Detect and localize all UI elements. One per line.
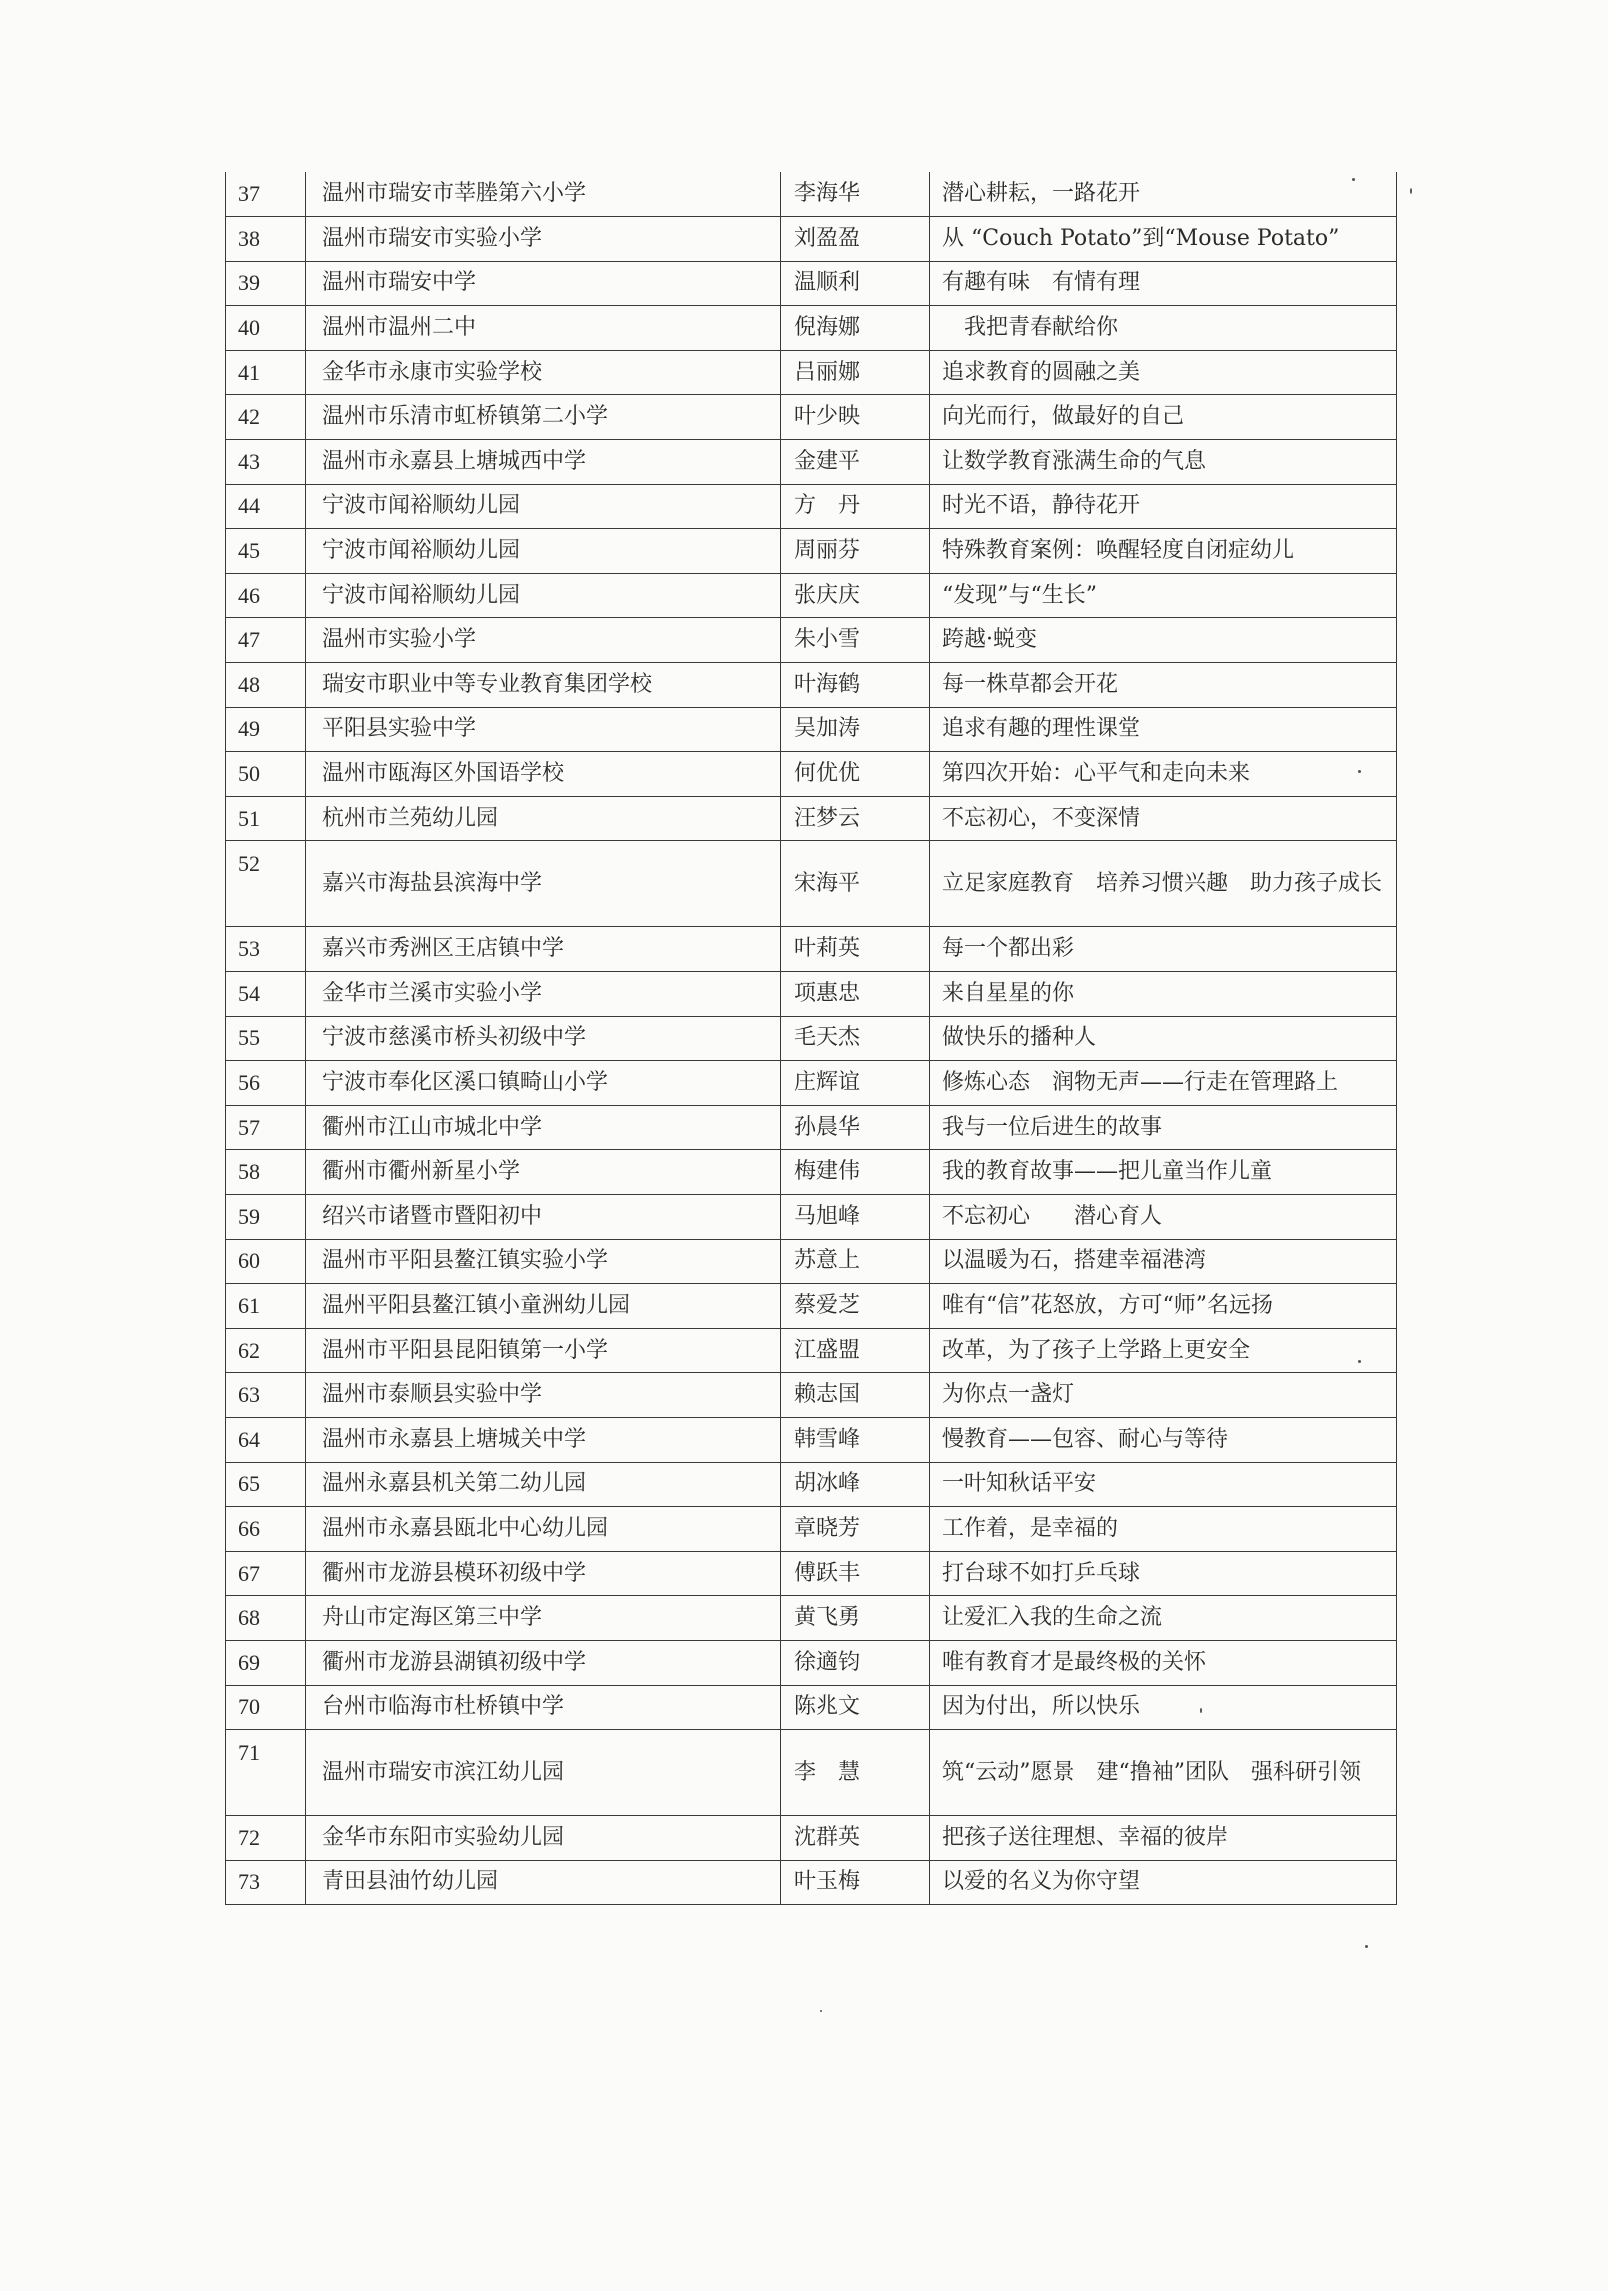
scan-speck: [1358, 770, 1361, 773]
school-name: 温州市瑞安市实验小学: [306, 217, 781, 262]
school-name: 宁波市闻裕顺幼儿园: [306, 484, 781, 529]
school-name: 青田县油竹幼儿园: [306, 1860, 781, 1905]
teacher-name: 吴加涛: [781, 707, 930, 752]
school-name: 温州市瓯海区外国语学校: [306, 752, 781, 797]
teacher-name: 马旭峰: [781, 1194, 930, 1239]
school-name: 温州市实验小学: [306, 618, 781, 663]
row-number: 57: [226, 1105, 306, 1150]
story-title: 不忘初心 潜心育人: [930, 1194, 1397, 1239]
teacher-name: 黄飞勇: [781, 1596, 930, 1641]
story-title: 特殊教育案例：唤醒轻度自闭症幼儿: [930, 529, 1397, 574]
table-row: [226, 663, 1397, 708]
table-row: [226, 350, 1397, 395]
school-name: 舟山市定海区第三中学: [306, 1596, 781, 1641]
school-name: 温州市瑞安市莘塍第六小学: [306, 172, 781, 217]
teacher-name: 叶玉梅: [781, 1860, 930, 1905]
story-title: 每一个都出彩: [930, 927, 1397, 972]
teacher-name: 毛天杰: [781, 1016, 930, 1061]
row-number: 48: [226, 663, 306, 708]
row-number: 52: [226, 841, 306, 927]
story-title: 为你点一盏灯: [930, 1373, 1397, 1418]
row-number: 50: [226, 752, 306, 797]
teacher-name: 李 慧: [781, 1730, 930, 1816]
school-name: 温州市瑞安中学: [306, 261, 781, 306]
row-number: 67: [226, 1551, 306, 1596]
row-number: 49: [226, 707, 306, 752]
row-number: 61: [226, 1284, 306, 1329]
row-number: 63: [226, 1373, 306, 1418]
teacher-name: 徐適钧: [781, 1640, 930, 1685]
story-title: 唯有教育才是最终极的关怀: [930, 1640, 1397, 1685]
school-name: 杭州市兰苑幼儿园: [306, 796, 781, 841]
school-name: 温州市永嘉县上塘城关中学: [306, 1417, 781, 1462]
story-title: 不忘初心，不变深情: [930, 796, 1397, 841]
school-name: 温州市泰顺县实验中学: [306, 1373, 781, 1418]
story-title: 我的教育故事——把儿童当作儿童: [930, 1150, 1397, 1195]
scan-speck: [1410, 188, 1412, 194]
table-row: [226, 972, 1397, 1017]
teacher-name: 傅跃丰: [781, 1551, 930, 1596]
row-number: 39: [226, 261, 306, 306]
school-name: 金华市东阳市实验幼儿园: [306, 1816, 781, 1861]
teacher-name: 宋海平: [781, 841, 930, 927]
teacher-name: 江盛盟: [781, 1328, 930, 1373]
teacher-name: 朱小雪: [781, 618, 930, 663]
school-name: 温州市温州二中: [306, 306, 781, 351]
school-name: 平阳县实验中学: [306, 707, 781, 752]
table-row: [226, 1373, 1397, 1418]
teacher-name: 韩雪峰: [781, 1417, 930, 1462]
scan-speck: [820, 2010, 822, 2012]
teacher-name: 金建平: [781, 440, 930, 485]
school-name: 衢州市江山市城北中学: [306, 1105, 781, 1150]
row-number: 69: [226, 1640, 306, 1685]
teacher-name: 孙晨华: [781, 1105, 930, 1150]
row-number: 71: [226, 1730, 306, 1816]
table-row: [226, 1328, 1397, 1373]
story-title: 来自星星的你: [930, 972, 1397, 1017]
school-name: 金华市兰溪市实验小学: [306, 972, 781, 1017]
story-title: 打台球不如打乒乓球: [930, 1551, 1397, 1596]
story-title: 跨越·蜕变: [930, 618, 1397, 663]
row-number: 40: [226, 306, 306, 351]
table-row: [226, 1816, 1397, 1861]
school-name: 宁波市闻裕顺幼儿园: [306, 529, 781, 574]
teacher-name: 胡冰峰: [781, 1462, 930, 1507]
table-row: [226, 529, 1397, 574]
teacher-name: 陈兆文: [781, 1685, 930, 1730]
row-number: 58: [226, 1150, 306, 1195]
table-row: [226, 1150, 1397, 1195]
school-name: 温州市平阳县昆阳镇第一小学: [306, 1328, 781, 1373]
table-row: [226, 707, 1397, 752]
school-name: 金华市永康市实验学校: [306, 350, 781, 395]
row-number: 53: [226, 927, 306, 972]
scan-speck: [1365, 1945, 1368, 1948]
table-row: [226, 440, 1397, 485]
story-title: 让爱汇入我的生命之流: [930, 1596, 1397, 1641]
row-number: 55: [226, 1016, 306, 1061]
teacher-name: 汪梦云: [781, 796, 930, 841]
table-row: [226, 573, 1397, 618]
story-title: 一叶知秋话平安: [930, 1462, 1397, 1507]
story-title: 因为付出，所以快乐: [930, 1685, 1397, 1730]
table-row: [226, 1061, 1397, 1106]
story-title: 有趣有味 有情有理: [930, 261, 1397, 306]
story-title: 我把青春献给你: [930, 306, 1397, 351]
story-title: 工作着，是幸福的: [930, 1507, 1397, 1552]
table-row: [226, 1194, 1397, 1239]
teacher-name: 叶海鹤: [781, 663, 930, 708]
story-title: “发现”与“生长”: [930, 573, 1397, 618]
teacher-name: 赖志国: [781, 1373, 930, 1418]
table-row: [226, 172, 1397, 217]
story-title: 唯有“信”花怒放，方可“师”名远扬: [930, 1284, 1397, 1329]
row-number: 47: [226, 618, 306, 663]
story-title: 做快乐的播种人: [930, 1016, 1397, 1061]
scan-speck: [1358, 1360, 1361, 1363]
story-title: 筑“云动”愿景 建“撸袖”团队 强科研引领: [930, 1730, 1397, 1816]
table-row: [226, 841, 1397, 927]
table-row: [226, 1596, 1397, 1641]
teacher-name: 沈群英: [781, 1816, 930, 1861]
award-list-table: [225, 172, 1397, 1905]
row-number: 37: [226, 172, 306, 217]
story-title: 让数学教育涨满生命的气息: [930, 440, 1397, 485]
table-row: [226, 796, 1397, 841]
row-number: 54: [226, 972, 306, 1017]
table-row: [226, 395, 1397, 440]
row-number: 56: [226, 1061, 306, 1106]
table-row: [226, 1551, 1397, 1596]
school-name: 衢州市龙游县模环初级中学: [306, 1551, 781, 1596]
story-title: 追求教育的圆融之美: [930, 350, 1397, 395]
school-name: 台州市临海市杜桥镇中学: [306, 1685, 781, 1730]
row-number: 38: [226, 217, 306, 262]
table-row: [226, 1417, 1397, 1462]
teacher-name: 方 丹: [781, 484, 930, 529]
table-row: [226, 484, 1397, 529]
story-title: 以温暖为石，搭建幸福港湾: [930, 1239, 1397, 1284]
teacher-name: 刘盈盈: [781, 217, 930, 262]
row-number: 65: [226, 1462, 306, 1507]
table-row: [226, 1507, 1397, 1552]
school-name: 嘉兴市海盐县滨海中学: [306, 841, 781, 927]
row-number: 42: [226, 395, 306, 440]
table-row: [226, 217, 1397, 262]
teacher-name: 叶少映: [781, 395, 930, 440]
table-row: [226, 1105, 1397, 1150]
row-number: 46: [226, 573, 306, 618]
story-title: 我与一位后进生的故事: [930, 1105, 1397, 1150]
table-row: [226, 1730, 1397, 1816]
teacher-name: 庄辉谊: [781, 1061, 930, 1106]
school-name: 衢州市龙游县湖镇初级中学: [306, 1640, 781, 1685]
table-row: [226, 1284, 1397, 1329]
table-row: [226, 1239, 1397, 1284]
teacher-name: 倪海娜: [781, 306, 930, 351]
table-row: [226, 1640, 1397, 1685]
school-name: 宁波市闻裕顺幼儿园: [306, 573, 781, 618]
story-title: 从 “Couch Potato”到“Mouse Potato”: [930, 217, 1397, 262]
story-title: 以爱的名义为你守望: [930, 1860, 1397, 1905]
school-name: 衢州市衢州新星小学: [306, 1150, 781, 1195]
teacher-name: 李海华: [781, 172, 930, 217]
teacher-name: 叶莉英: [781, 927, 930, 972]
table-row: [226, 1016, 1397, 1061]
school-name: 温州永嘉县机关第二幼儿园: [306, 1462, 781, 1507]
teacher-name: 吕丽娜: [781, 350, 930, 395]
row-number: 72: [226, 1816, 306, 1861]
school-name: 宁波市奉化区溪口镇畸山小学: [306, 1061, 781, 1106]
story-title: 时光不语，静待花开: [930, 484, 1397, 529]
school-name: 绍兴市诸暨市暨阳初中: [306, 1194, 781, 1239]
school-name: 嘉兴市秀洲区王店镇中学: [306, 927, 781, 972]
row-number: 64: [226, 1417, 306, 1462]
table-row: [226, 927, 1397, 972]
row-number: 62: [226, 1328, 306, 1373]
story-title: 潜心耕耘，一路花开: [930, 172, 1397, 217]
teacher-name: 章晓芳: [781, 1507, 930, 1552]
school-name: 温州市瑞安市滨江幼儿园: [306, 1730, 781, 1816]
table-row: [226, 1462, 1397, 1507]
story-title: 慢教育——包容、耐心与等待: [930, 1417, 1397, 1462]
table-row: [226, 752, 1397, 797]
story-title: 改革，为了孩子上学路上更安全: [930, 1328, 1397, 1373]
row-number: 44: [226, 484, 306, 529]
school-name: 温州市永嘉县上塘城西中学: [306, 440, 781, 485]
scan-speck: [1200, 1708, 1202, 1713]
teacher-name: 温顺利: [781, 261, 930, 306]
story-title: 把孩子送往理想、幸福的彼岸: [930, 1816, 1397, 1861]
row-number: 45: [226, 529, 306, 574]
school-name: 瑞安市职业中等专业教育集团学校: [306, 663, 781, 708]
story-title: 修炼心态 润物无声——行走在管理路上: [930, 1061, 1397, 1106]
teacher-name: 项惠忠: [781, 972, 930, 1017]
row-number: 59: [226, 1194, 306, 1239]
teacher-name: 蔡爱芝: [781, 1284, 930, 1329]
story-title: 每一株草都会开花: [930, 663, 1397, 708]
school-name: 温州平阳县鳌江镇小童洲幼儿园: [306, 1284, 781, 1329]
school-name: 温州市永嘉县瓯北中心幼儿园: [306, 1507, 781, 1552]
teacher-name: 何优优: [781, 752, 930, 797]
table-row: [226, 618, 1397, 663]
table-row: [226, 1860, 1397, 1905]
school-name: 宁波市慈溪市桥头初级中学: [306, 1016, 781, 1061]
row-number: 43: [226, 440, 306, 485]
table-row: [226, 261, 1397, 306]
story-title: 向光而行，做最好的自己: [930, 395, 1397, 440]
row-number: 70: [226, 1685, 306, 1730]
row-number: 41: [226, 350, 306, 395]
row-number: 66: [226, 1507, 306, 1552]
row-number: 73: [226, 1860, 306, 1905]
teacher-name: 张庆庆: [781, 573, 930, 618]
story-title: 立足家庭教育 培养习惯兴趣 助力孩子成长: [930, 841, 1397, 927]
table-body: [226, 172, 1397, 1905]
row-number: 51: [226, 796, 306, 841]
teacher-name: 周丽芬: [781, 529, 930, 574]
table-row: [226, 306, 1397, 351]
story-title: 第四次开始：心平气和走向未来: [930, 752, 1397, 797]
table-row: [226, 1685, 1397, 1730]
teacher-name: 梅建伟: [781, 1150, 930, 1195]
scan-speck: [1352, 178, 1355, 181]
school-name: 温州市平阳县鳌江镇实验小学: [306, 1239, 781, 1284]
school-name: 温州市乐清市虹桥镇第二小学: [306, 395, 781, 440]
teacher-name: 苏意上: [781, 1239, 930, 1284]
story-title: 追求有趣的理性课堂: [930, 707, 1397, 752]
row-number: 60: [226, 1239, 306, 1284]
row-number: 68: [226, 1596, 306, 1641]
